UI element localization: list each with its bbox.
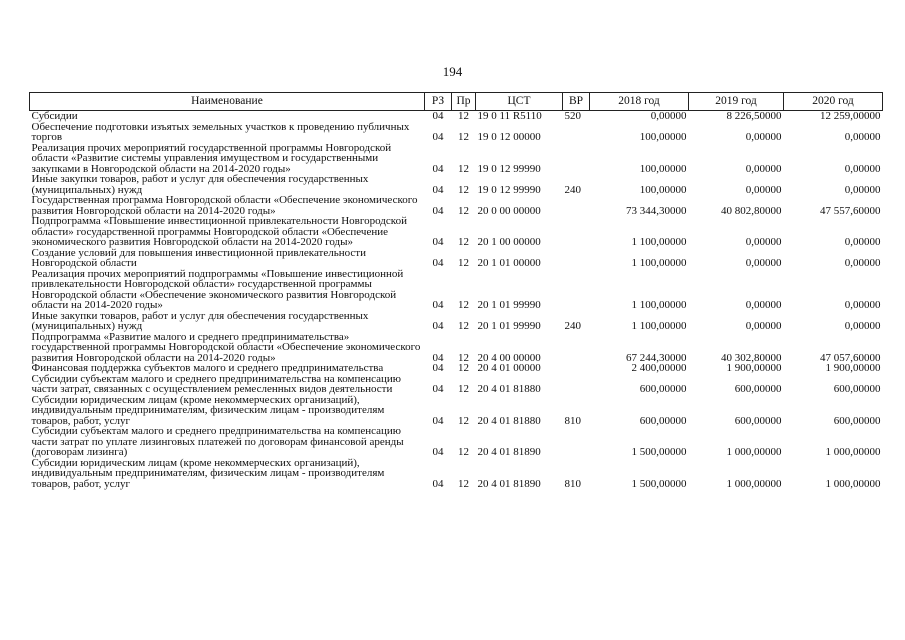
row-cst: 20 4 00 00000 <box>477 351 541 364</box>
row-pr: 12 <box>458 362 469 374</box>
row-name: Субсидии субъектам малого и среднего предпринимательства на компенсацию части затрат по уплате лизинговых платежей по договорам финансовой аренды (договорам лизинга) <box>31 425 404 458</box>
row-cst: 20 4 01 00000 <box>477 362 541 374</box>
row-rz: 04 <box>432 299 444 311</box>
row-vr <box>563 332 590 364</box>
budget-table <box>29 92 883 489</box>
table-row <box>30 122 883 143</box>
row-pr: 12 <box>458 351 469 364</box>
row-vr <box>563 195 590 216</box>
row-amount-2020: 0,00000 <box>844 299 881 311</box>
row-amount-2020: 47 057,60000 <box>820 351 881 364</box>
row-amount-2020: 0,00000 <box>844 131 881 143</box>
row-pr: 12 <box>458 131 469 143</box>
row-name: Субсидии юридическим лицам (кроме некоммерческих организаций), индивидуальным предпринимателям, физическим лицам - производителям товаров, работ, услуг <box>31 393 385 427</box>
row-amount-2018: 1 500,00000 <box>631 477 687 490</box>
row-vr: 810 <box>564 477 581 490</box>
row-rz: 04 <box>432 204 444 217</box>
row-amount-2018: 73 344,30000 <box>626 204 687 217</box>
header-2019: 2019 год <box>689 93 784 111</box>
row-amount-2018: 1 100,00000 <box>631 320 687 332</box>
row-amount-2019: 0,00000 <box>745 320 782 332</box>
row-vr <box>563 269 590 311</box>
row-amount-2018: 2 400,00000 <box>631 362 687 374</box>
header-vr: ВР <box>563 93 590 111</box>
table-row <box>30 195 883 216</box>
row-amount-2020: 1 000,00000 <box>825 477 881 490</box>
row-rz: 04 <box>432 162 444 175</box>
row-cst: 20 1 01 00000 <box>477 257 541 269</box>
row-amount-2018: 1 100,00000 <box>631 299 687 311</box>
table-row <box>30 216 883 248</box>
row-amount-2018: 1 100,00000 <box>631 236 687 248</box>
row-amount-2020: 0,00000 <box>844 257 881 269</box>
row-rz: 04 <box>432 477 444 490</box>
row-vr: 810 <box>564 414 581 427</box>
row-amount-2019: 1 000,00000 <box>726 446 782 458</box>
row-rz: 04 <box>432 351 444 364</box>
row-amount-2020: 47 557,60000 <box>820 204 881 217</box>
row-rz: 04 <box>432 131 444 143</box>
row-rz: 04 <box>432 236 444 248</box>
table-row <box>30 111 883 122</box>
header-cst: ЦСТ <box>476 93 563 111</box>
row-cst: 19 0 12 99990 <box>477 162 541 175</box>
row-cst: 20 1 00 00000 <box>477 236 541 248</box>
table-body <box>30 111 883 490</box>
header-2020: 2020 год <box>784 93 883 111</box>
row-vr <box>563 122 590 143</box>
row-pr: 12 <box>458 414 469 427</box>
row-cst: 20 1 01 99990 <box>477 320 541 332</box>
row-pr: 12 <box>458 183 469 196</box>
row-vr: 240 <box>564 320 581 332</box>
row-name: Реализация прочих мероприятий подпрограммы «Повышение инвестиционной привлекательности Новгородской области» государственной программы Новгородской области «Обеспечение экономического развития Новгородской области на 2014-2020 годы» <box>31 267 404 311</box>
row-amount-2018: 100,00000 <box>639 183 687 196</box>
table-row <box>30 395 883 427</box>
row-cst: 19 0 12 00000 <box>477 131 541 143</box>
row-vr <box>563 426 590 458</box>
table-row <box>30 248 883 269</box>
row-pr: 12 <box>458 477 469 490</box>
row-vr <box>563 374 590 395</box>
row-vr: 520 <box>564 110 581 122</box>
row-amount-2020: 1 900,00000 <box>825 362 881 374</box>
row-amount-2018: 1 100,00000 <box>631 257 687 269</box>
row-amount-2019: 0,00000 <box>745 236 782 248</box>
row-rz: 04 <box>432 383 444 395</box>
row-vr <box>563 363 590 374</box>
row-rz: 04 <box>432 257 444 269</box>
row-amount-2019: 600,00000 <box>734 414 782 427</box>
table-row <box>30 332 883 364</box>
table-row <box>30 426 883 458</box>
row-amount-2018: 600,00000 <box>639 383 687 395</box>
row-amount-2020: 12 259,00000 <box>820 110 881 122</box>
row-name: Иные закупки товаров, работ и услуг для обеспечения государственных (муниципальных) нужд <box>31 173 369 196</box>
row-name: Субсидии субъектам малого и среднего предпринимательства на компенсацию части затрат, связанных с осуществлением ремесленных видов деятельности <box>31 372 401 395</box>
row-name: Государственная программа Новгородской области «Обеспечение экономического развития Новгородской области на 2014-2020 годы» <box>31 194 418 217</box>
table-row <box>30 458 883 490</box>
row-amount-2019: 600,00000 <box>734 383 782 395</box>
table-header-row <box>30 93 883 111</box>
row-name: Субсидии <box>31 110 78 122</box>
row-cst: 20 0 00 00000 <box>477 204 541 217</box>
row-rz: 04 <box>432 414 444 427</box>
row-name: Реализация прочих мероприятий государственной программы Новгородской области «Развитие системы управления имуществом и государственными закупками в Новгородской области на 2014-2020 годы» <box>31 141 392 175</box>
row-amount-2018: 100,00000 <box>639 131 687 143</box>
row-amount-2019: 0,00000 <box>745 183 782 196</box>
row-amount-2019: 40 802,80000 <box>721 204 782 217</box>
row-amount-2019: 40 302,80000 <box>721 351 782 364</box>
header-name: Наименование <box>30 93 425 111</box>
row-pr: 12 <box>458 236 469 248</box>
row-cst: 20 4 01 81890 <box>477 446 541 458</box>
row-pr: 12 <box>458 299 469 311</box>
row-amount-2020: 600,00000 <box>833 383 881 395</box>
row-pr: 12 <box>458 257 469 269</box>
row-amount-2020: 0,00000 <box>844 183 881 196</box>
table-row <box>30 269 883 311</box>
header-2018: 2018 год <box>590 93 689 111</box>
row-amount-2020: 1 000,00000 <box>825 446 881 458</box>
row-amount-2020: 0,00000 <box>844 320 881 332</box>
row-amount-2020: 0,00000 <box>844 236 881 248</box>
row-amount-2018: 67 244,30000 <box>626 351 687 364</box>
row-pr: 12 <box>458 383 469 395</box>
page-number: 194 <box>442 64 463 79</box>
row-cst: 20 4 01 81890 <box>477 477 541 490</box>
row-name: Финансовая поддержка субъектов малого и среднего предпринимательства <box>31 362 384 374</box>
row-vr <box>563 143 590 175</box>
table-row <box>30 143 883 175</box>
row-vr <box>563 248 590 269</box>
header-pr: Пр <box>452 93 476 111</box>
row-name: Создание условий для повышения инвестиционной привлекательности Новгородской области <box>31 246 366 269</box>
row-name: Обеспечение подготовки изъятых земельных участков к проведению публичных торгов <box>31 120 410 143</box>
row-cst: 20 1 01 99990 <box>477 299 541 311</box>
table-row <box>30 174 883 195</box>
row-rz: 04 <box>432 183 444 196</box>
row-pr: 12 <box>458 320 469 332</box>
row-rz: 04 <box>432 320 444 332</box>
row-cst: 20 4 01 81880 <box>477 383 541 395</box>
row-amount-2018: 100,00000 <box>639 162 687 175</box>
row-amount-2018: 1 500,00000 <box>631 446 687 458</box>
row-cst: 20 4 01 81880 <box>477 414 541 427</box>
row-pr: 12 <box>458 446 469 458</box>
row-amount-2019: 1 900,00000 <box>726 362 782 374</box>
row-rz: 04 <box>432 446 444 458</box>
row-amount-2020: 0,00000 <box>844 162 881 175</box>
table-row <box>30 363 883 374</box>
row-rz: 04 <box>432 110 444 122</box>
row-amount-2019: 8 226,50000 <box>726 110 782 122</box>
row-name: Иные закупки товаров, работ и услуг для обеспечения государственных (муниципальных) нужд <box>31 309 369 332</box>
row-pr: 12 <box>458 110 469 122</box>
table-row <box>30 374 883 395</box>
row-rz: 04 <box>432 362 444 374</box>
row-name: Подпрограмма «Повышение инвестиционной привлекательности Новгородской области» государственной программы Новгородской области «Обеспечение экономического развития Новгородской области на 2014-2020 годы» <box>31 215 407 248</box>
row-cst: 19 0 11 R5110 <box>477 110 542 122</box>
row-pr: 12 <box>458 162 469 175</box>
row-name: Подпрограмма «Развитие малого и среднего предпринимательства» государственной программы Новгородской области «Обеспечение экономического развития Новгородской области на 2014-2020 годы» <box>31 330 421 364</box>
row-amount-2019: 0,00000 <box>745 131 782 143</box>
row-vr: 240 <box>564 183 581 196</box>
row-amount-2019: 0,00000 <box>745 257 782 269</box>
row-amount-2019: 0,00000 <box>745 299 782 311</box>
row-amount-2018: 600,00000 <box>639 414 687 427</box>
row-cst: 19 0 12 99990 <box>477 183 541 196</box>
row-amount-2019: 0,00000 <box>745 162 782 175</box>
table-row <box>30 311 883 332</box>
header-rz: РЗ <box>425 93 452 111</box>
row-amount-2020: 600,00000 <box>833 414 881 427</box>
row-vr <box>563 216 590 248</box>
row-amount-2018: 0,00000 <box>650 110 687 122</box>
row-pr: 12 <box>458 204 469 217</box>
row-name: Субсидии юридическим лицам (кроме некоммерческих организаций), индивидуальным предпринимателям, физическим лицам - производителям товаров, работ, услуг <box>31 456 385 490</box>
row-amount-2019: 1 000,00000 <box>726 477 782 490</box>
